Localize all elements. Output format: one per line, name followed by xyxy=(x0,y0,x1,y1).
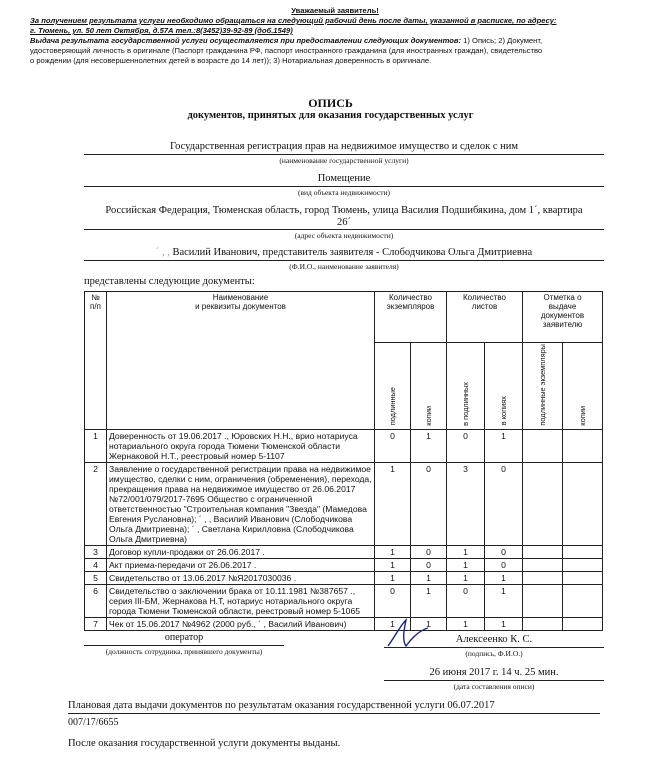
row-c4: 0 xyxy=(485,545,523,558)
documents-table xyxy=(84,291,603,631)
notice-line-1: За получением результата услуги необходимо обращаться на следующий рабочий день после даты, указанной в расписке, по адресу: xyxy=(30,16,557,25)
row-c2: 0 xyxy=(411,545,447,558)
object-type: Помещение xyxy=(317,173,371,184)
object-address: Российская Федерация, Тюменская область, город Тюмень, улица Василия Подшибякина, дом 1´, квартира xyxy=(105,205,583,216)
row-c3: 1 xyxy=(447,571,485,584)
document-code: 007/17/6655 xyxy=(68,717,119,728)
applicant xyxy=(84,247,604,258)
row-c3: 0 xyxy=(447,429,485,462)
row-name: Договор купли-продажи от 26.06.2017 . xyxy=(107,545,375,558)
row-num: 4 xyxy=(85,558,107,571)
row-num: 1 xyxy=(85,429,107,462)
service-name: Государственная регистрация прав на недвижимое имущество и сделок с ним xyxy=(169,141,519,152)
header-copies-count: Количество экземпляров xyxy=(375,292,447,343)
row-c1: 1 xyxy=(375,462,411,545)
planned-date-underline xyxy=(68,713,600,714)
service-underline xyxy=(84,154,604,155)
header-sheets-count: Количество листов xyxy=(447,292,523,343)
subheader-orig-copies: подлинные экземпляры xyxy=(523,343,563,430)
row-c3: 1 xyxy=(447,617,485,630)
row-c3: 1 xyxy=(447,545,485,558)
notice-line-3-rest: 1) Опись; 2) Документ, xyxy=(463,36,543,45)
address-underline xyxy=(84,229,604,230)
row-c2: 0 xyxy=(411,558,447,571)
row-c1: 1 xyxy=(375,617,411,630)
row-c4: 1 xyxy=(485,571,523,584)
row-returned-orig xyxy=(523,584,563,617)
operator-caption: (должность сотрудника, принявшего документы) xyxy=(105,647,263,656)
row-c4: 1 xyxy=(485,429,523,462)
row-name: Акт приема-передачи от 26.06.2017 . xyxy=(107,558,375,571)
date-caption: (дата составления описи) xyxy=(453,682,535,691)
row-c1: 1 xyxy=(375,571,411,584)
applicant-name: Василий Иванович, представитель заявителя - Слободчикова Ольга Дмитриевна xyxy=(172,247,533,258)
row-returned-copy xyxy=(563,617,603,630)
row-returned-orig xyxy=(523,429,563,462)
table-row xyxy=(85,571,603,584)
row-c1: 0 xyxy=(375,584,411,617)
compile-date: 26 июня 2017 г. 14 ч. 25 мин. xyxy=(429,667,559,678)
row-c3: 0 xyxy=(447,584,485,617)
row-c1: 0 xyxy=(375,429,411,462)
row-returned-orig xyxy=(523,571,563,584)
notice-title: Уважаемый заявитель! xyxy=(291,6,379,15)
planned-date: Плановая дата выдачи документов по результатам оказания государственной услуги 06.07.2017 xyxy=(68,700,495,711)
subheader-copies2: копии xyxy=(563,343,603,430)
row-c4: 1 xyxy=(485,617,523,630)
subheader-in-copies: в копиях xyxy=(485,343,523,430)
row-name: Заявление о государственной регистрации права на недвижимое имущество, сделки с ним, ограничения (обременения), перехода, прекращения права на недвижимое имущество от 26.06.2017 №72/001/079/2017-7695 Общество с ограниченной ответственностью "Строительная компания "Звезда" (Мамедова Евгения Руслановна); ´ , , Василий Иванович (Слободчикова Ольга Дмитриевна); ´ , Светлана Кирилловна (Слободчикова Ольга Дмитриевна) xyxy=(107,462,375,545)
applicant-underline xyxy=(84,260,604,261)
name-underline xyxy=(384,647,604,648)
row-num: 6 xyxy=(85,584,107,617)
row-c4: 0 xyxy=(485,462,523,545)
applicant-caption: (Ф.И.О., наименование заявителя) xyxy=(289,262,399,271)
page-title: ОПИСЬ xyxy=(308,96,353,110)
row-num: 5 xyxy=(85,571,107,584)
table-header-row xyxy=(85,292,603,343)
row-num: 2 xyxy=(85,462,107,545)
row-name: Свидетельство о заключении брака от 10.11.1981 №387657 ., серия III-БМ, Жернакова Н.Т, нотариус нотариального округа города Тюмени Тюменской области, реестровый номер 5-1065 xyxy=(107,584,375,617)
date-underline xyxy=(384,680,604,681)
row-c2: 1 xyxy=(411,617,447,630)
table-row xyxy=(85,584,603,617)
row-num: 3 xyxy=(85,545,107,558)
row-returned-orig xyxy=(523,462,563,545)
notice-line-3 xyxy=(30,36,640,46)
table-row xyxy=(85,617,603,630)
row-c3: 3 xyxy=(447,462,485,545)
object-type-caption: (вид объекта недвижимости) xyxy=(297,188,391,197)
notice-line-3-bold: Выдача результата государственной услуги осуществляется при предоставлении следующих документов: xyxy=(30,36,462,45)
subheader-in-originals: в подлинных xyxy=(447,343,485,430)
row-num: 7 xyxy=(85,617,107,630)
row-name: Чек от 15.06.2017 №4962 (2000 руб., ´ , Василий Иванович) xyxy=(107,617,375,630)
operator-position: оператор xyxy=(164,632,204,643)
row-name: Свидетельство от 13.06.2017 №Я2017030036 . xyxy=(107,571,375,584)
row-c2: 1 xyxy=(411,571,447,584)
row-returned-copy xyxy=(563,545,603,558)
row-c4: 0 xyxy=(485,558,523,571)
subheader-copies: копии xyxy=(411,343,447,430)
row-c2: 1 xyxy=(411,584,447,617)
row-name: Доверенность от 19.06.2017 ., Юровских Н.Н., врио нотариуса нотариального округа города Тюмени Тюменской области Жернаковой Н.Т., реестровый номер 5-1107 xyxy=(107,429,375,462)
row-c3: 1 xyxy=(447,558,485,571)
row-returned-orig xyxy=(523,558,563,571)
name-caption: (подпись, Ф.И.О.) xyxy=(465,649,523,658)
row-returned-copy xyxy=(563,462,603,545)
row-returned-copy xyxy=(563,558,603,571)
header-num: № п/п xyxy=(85,292,107,430)
header-returned: Отметка о выдаче документов заявителю xyxy=(523,292,603,343)
table-row xyxy=(85,545,603,558)
row-returned-orig xyxy=(523,545,563,558)
notice-line-4: удостоверяющий личность в оригинале (Паспорт гражданина РФ, паспорт иностранного гражданина (для иностранных граждан), свидетельство xyxy=(30,46,543,55)
row-returned-orig xyxy=(523,617,563,630)
subheader-originals: подлинные xyxy=(375,343,411,430)
issued-statement: После оказания государственной услуги документы выданы. xyxy=(68,738,341,749)
row-c2: 1 xyxy=(411,429,447,462)
row-c1: 1 xyxy=(375,545,411,558)
applicant-prefix: ´ , , xyxy=(155,247,170,258)
row-c4: 1 xyxy=(485,584,523,617)
operator-name: Алексеенко К. С. xyxy=(455,634,533,645)
table-row xyxy=(85,558,603,571)
row-c2: 0 xyxy=(411,462,447,545)
service-caption: (наименование государственной услуги) xyxy=(279,156,409,165)
table-intro: представлены следующие документы: xyxy=(84,276,255,287)
notice-line-2: г. Тюмень, ул. 50 лет Октября, д.57А тел.:8(3452)39-92-89 (доб.1549) xyxy=(30,26,293,35)
row-returned-copy xyxy=(563,584,603,617)
row-returned-copy xyxy=(563,429,603,462)
address-caption: (адрес объекта недвижимости) xyxy=(294,231,394,240)
table-row xyxy=(85,429,603,462)
header-name: Наименование и реквизиты документов xyxy=(107,292,375,430)
object-type-underline xyxy=(84,186,604,187)
operator-underline xyxy=(84,645,284,646)
table-row xyxy=(85,462,603,545)
notice-line-5: о рождении (для несовершеннолетних детей в возрасте до 14 лет)); 3) Нотариальная доверенность в оригинале. xyxy=(30,56,432,65)
row-returned-copy xyxy=(563,571,603,584)
object-address-cont: 26´ xyxy=(337,217,351,228)
notice-block xyxy=(30,6,640,66)
row-c1: 1 xyxy=(375,558,411,571)
page-subtitle: документов, принятых для оказания государственных услуг xyxy=(187,110,474,121)
